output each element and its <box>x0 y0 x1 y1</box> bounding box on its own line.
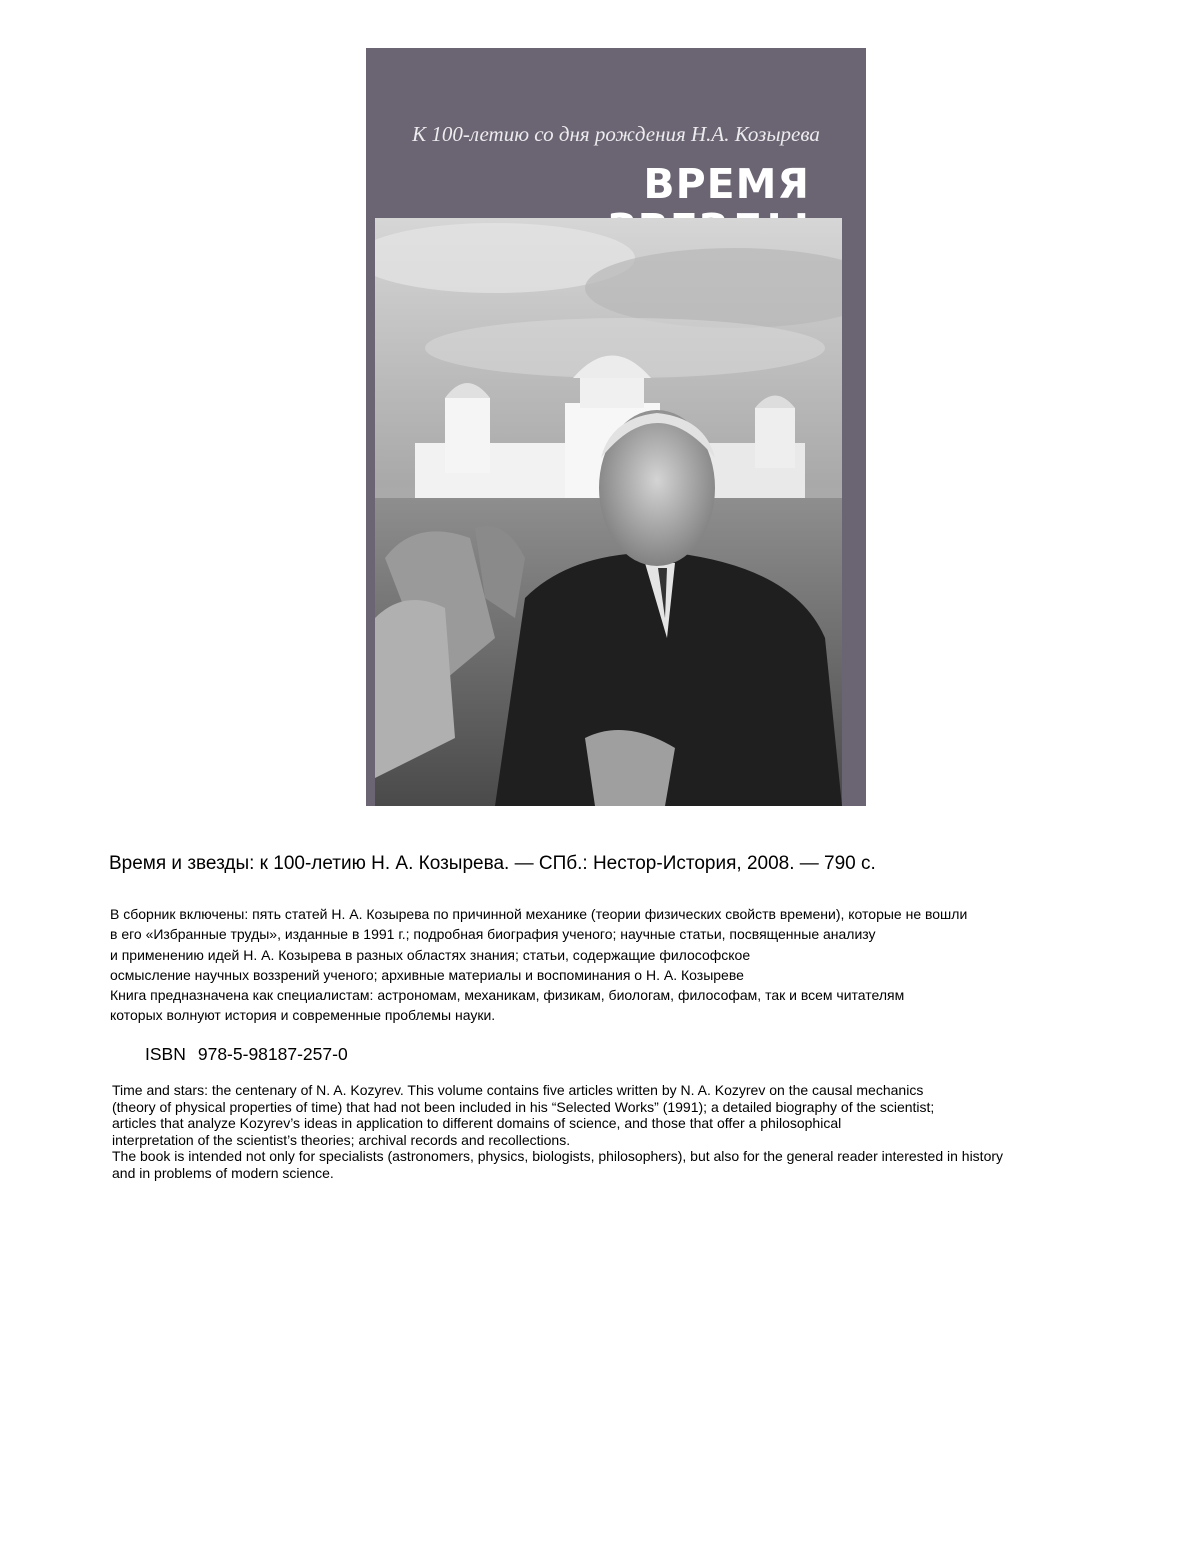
annotation-en-line: and in problems of modern science. <box>112 1164 334 1181</box>
bibliographic-reference: Время и звезды: к 100-летию Н. А. Козырева. — СПб.: Нестор-История, 2008. — 790 с. <box>109 853 876 874</box>
annotation-ru-line: которых волнуют история и современные проблемы науки. <box>110 1007 496 1024</box>
annotation-en-line: Time and stars: the centenary of N. A. Kozyrev. This volume contains five articles written by N. A. Kozyrev on the causal mechanics <box>112 1082 924 1098</box>
cover-photo-illustration <box>375 218 842 806</box>
isbn-number: 978-5-98187-257-0 <box>197 1044 348 1064</box>
cover-photo <box>375 218 842 806</box>
cover-title-line-1: ВРЕМЯ <box>643 160 810 208</box>
annotation-ru-line: Книга предназначена как специалистам: астрономам, механикам, физикам, биологам, философам, так и всем читателям <box>110 987 905 1004</box>
annotation-ru-line: и применению идей Н. А. Козырева в разных областях знания; статьи, содержащие философское <box>110 946 751 963</box>
annotation-en <box>112 1082 1003 1182</box>
isbn <box>145 1044 348 1065</box>
annotation-en-line: (theory of physical properties of time) that had not been included in his “Selected Works” (1991); a detailed biography of the scientist; <box>112 1098 935 1115</box>
isbn-label: ISBN <box>145 1044 186 1064</box>
annotation-en-line: The book is intended not only for specialists (astronomers, physics, biologists, philosophers), but also for the general reader interested in history <box>112 1148 1004 1165</box>
annotation-ru <box>110 904 967 1026</box>
cover-subtitle: К 100-летию со дня рождения Н.А. Козырева <box>412 122 820 146</box>
annotation-ru-line: в его «Избранные труды», изданные в 1991 г.; подробная биография ученого; научные статьи, посвященные анализу <box>110 926 876 943</box>
book-cover <box>366 48 866 806</box>
annotation-ru-line: В сборник включены: пять статей Н. А. Козырева по причинной механике (теории физических свойств времени), которые не вошли <box>110 906 968 922</box>
annotation-en-line: interpretation of the scientist’s theories; archival records and recollections. <box>112 1131 571 1148</box>
annotation-ru-line: осмысление научных воззрений ученого; архивные материалы и воспоминания о Н. А. Козыреве <box>110 966 744 983</box>
annotation-en-line: articles that analyze Kozyrev’s ideas in application to different domains of science, and those that offer a philosophical <box>112 1115 842 1132</box>
